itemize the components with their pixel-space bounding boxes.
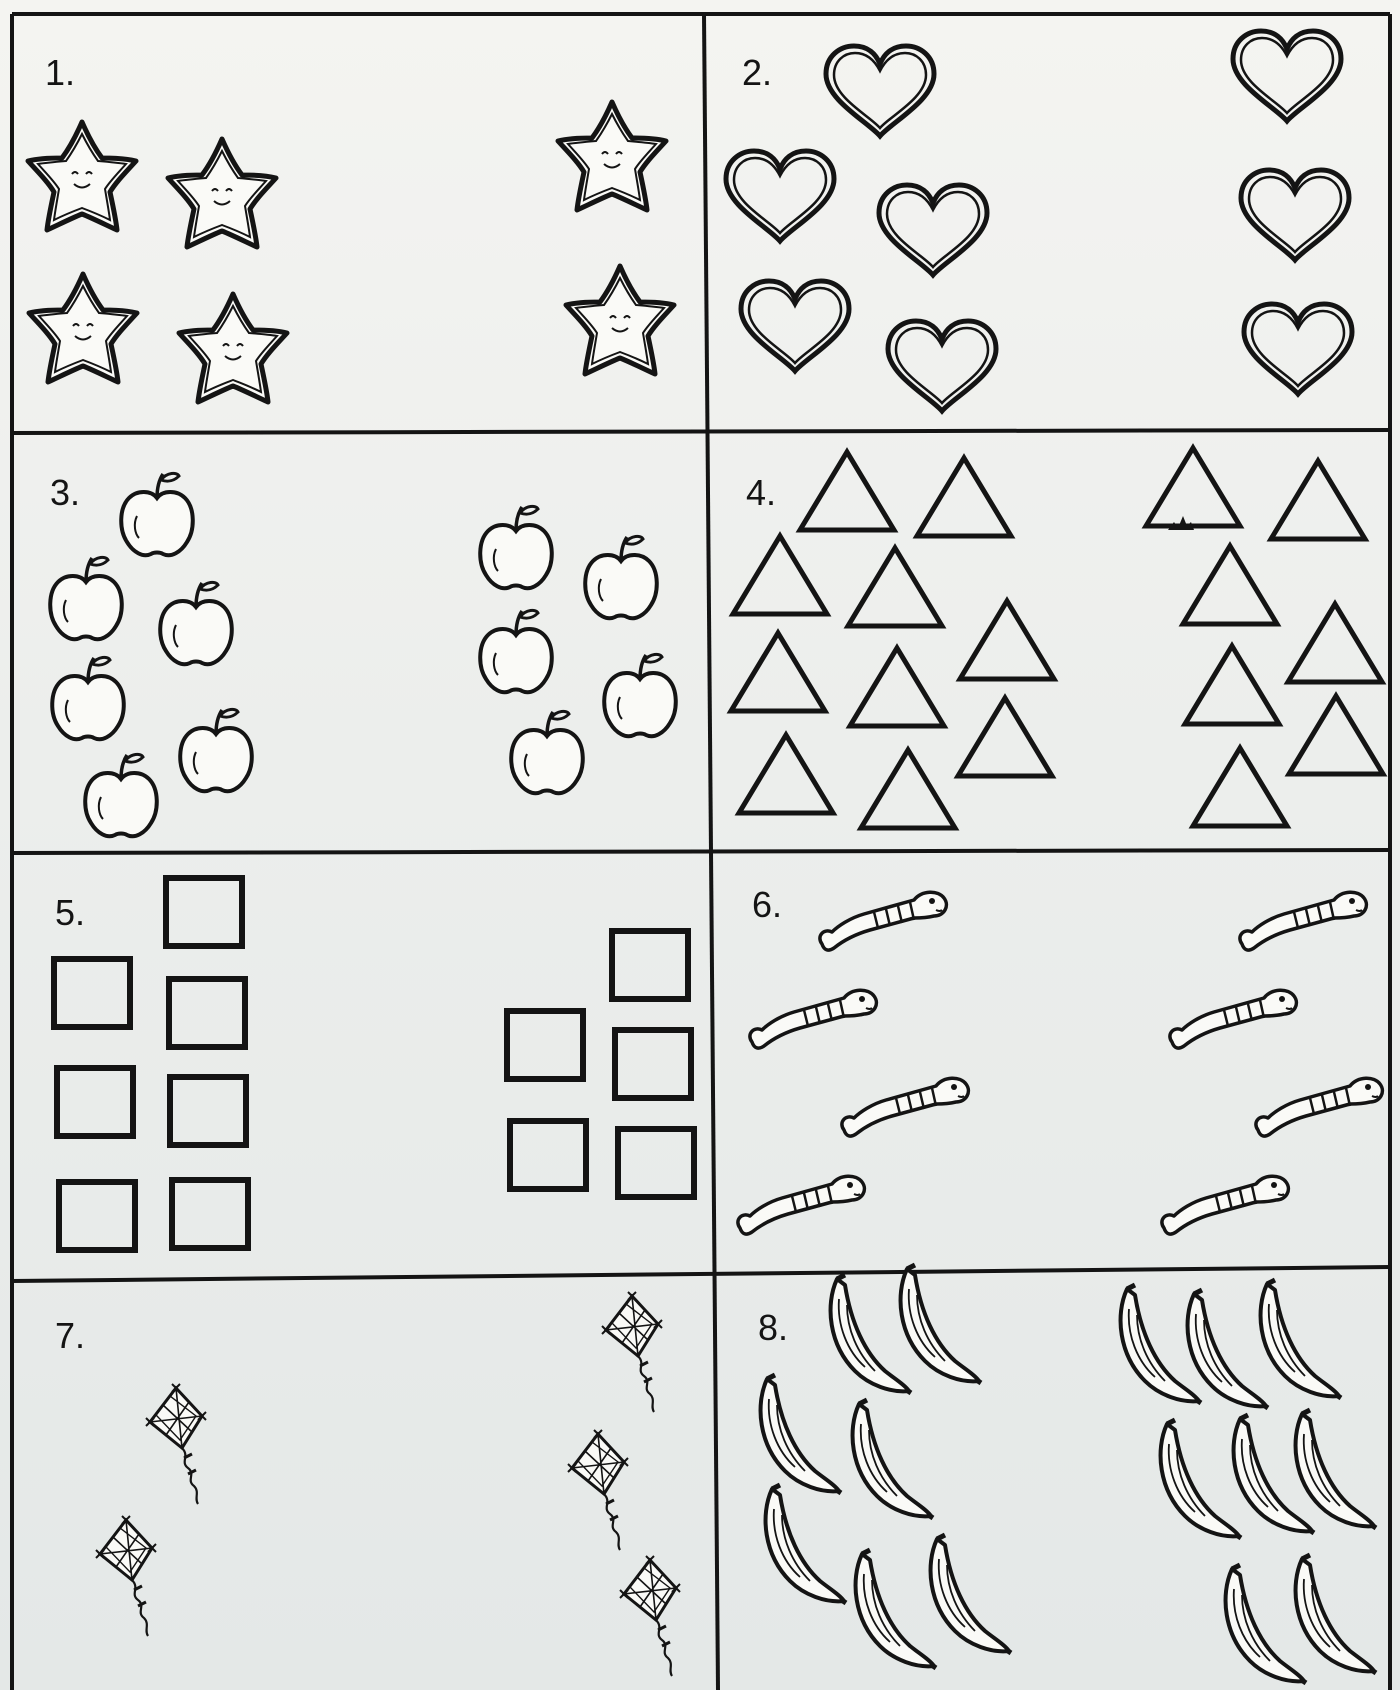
square-picture <box>57 1068 133 1136</box>
heart-picture <box>888 321 996 411</box>
apple-picture <box>50 557 122 639</box>
apple-picture <box>160 582 232 664</box>
square-picture <box>510 1121 586 1189</box>
worm-picture <box>750 990 876 1048</box>
square-picture <box>507 1011 583 1079</box>
box-1 <box>28 52 674 402</box>
box-2 <box>726 31 1352 411</box>
banana-picture <box>1296 1555 1376 1673</box>
triangle-picture <box>1185 646 1279 724</box>
triangle-picture <box>848 548 942 626</box>
banana-picture <box>856 1550 936 1668</box>
worm-picture <box>820 892 946 950</box>
box-8 <box>758 1265 1376 1683</box>
square-picture <box>612 931 688 999</box>
box-5 <box>54 878 694 1250</box>
box-number: 6. <box>752 884 783 925</box>
apple-picture <box>52 657 124 739</box>
worm-picture <box>1170 990 1296 1048</box>
worm-picture <box>1240 892 1366 950</box>
box-number: 3. <box>50 472 81 513</box>
triangle-picture <box>1289 696 1383 774</box>
worm-picture <box>1162 1176 1288 1234</box>
banana-picture <box>1188 1290 1268 1408</box>
triangle-picture <box>731 633 825 711</box>
triangle-picture <box>1183 546 1277 624</box>
triangle-picture <box>739 735 833 813</box>
apple-picture <box>480 506 552 588</box>
box-7 <box>55 1292 680 1676</box>
apple-picture <box>85 754 157 836</box>
banana-picture <box>1261 1280 1341 1398</box>
triangle-picture <box>960 601 1054 679</box>
square-picture <box>618 1129 694 1197</box>
square-picture <box>166 878 242 946</box>
apple-picture <box>604 654 676 736</box>
star-picture <box>29 274 137 382</box>
star-picture <box>168 139 276 247</box>
heart-picture <box>1233 31 1341 121</box>
triangle-picture <box>733 536 827 614</box>
star-picture <box>28 122 136 230</box>
star-picture <box>566 266 674 374</box>
star-picture <box>179 294 287 402</box>
heart-picture <box>1244 304 1352 394</box>
banana-picture <box>853 1400 933 1518</box>
kite-picture <box>602 1292 662 1412</box>
banana-picture <box>1161 1420 1241 1538</box>
apple-picture <box>511 711 583 793</box>
box-4 <box>731 448 1383 828</box>
square-picture <box>54 959 130 1027</box>
square-picture <box>169 979 245 1047</box>
box-number: 4. <box>746 472 777 513</box>
box-number: 2. <box>742 52 773 93</box>
box-number: 8. <box>758 1307 789 1348</box>
box-3 <box>50 472 676 836</box>
heart-picture <box>826 46 934 136</box>
kite-picture <box>96 1516 156 1636</box>
triangle-picture <box>1193 748 1287 826</box>
heart-picture <box>879 185 987 275</box>
apple-picture <box>180 709 252 791</box>
worm-picture <box>738 1176 864 1234</box>
kite-picture <box>568 1430 628 1550</box>
kite-picture <box>620 1556 680 1676</box>
worm-picture <box>842 1078 968 1136</box>
square-picture <box>615 1030 691 1098</box>
apple-picture <box>121 473 193 555</box>
triangle-picture <box>1288 604 1382 682</box>
triangle-picture <box>850 648 944 726</box>
square-picture <box>170 1077 246 1145</box>
triangle-picture <box>1146 448 1240 526</box>
banana-picture <box>901 1265 981 1383</box>
box-number: 7. <box>55 1315 86 1356</box>
kite-picture <box>146 1384 206 1504</box>
banana-picture <box>931 1535 1011 1653</box>
heart-picture <box>726 151 834 241</box>
apple-picture <box>480 610 552 692</box>
worm-picture <box>1256 1078 1382 1136</box>
banana-picture <box>1296 1410 1376 1528</box>
triangle-picture <box>1271 461 1365 539</box>
triangle-picture <box>917 458 1011 536</box>
triangle-picture <box>861 750 955 828</box>
heart-picture <box>1241 170 1349 260</box>
square-picture <box>172 1180 248 1248</box>
box-6 <box>738 884 1382 1234</box>
heart-picture <box>741 281 849 371</box>
box-number: 5. <box>55 892 86 933</box>
star-picture <box>558 102 666 210</box>
apple-picture <box>585 536 657 618</box>
triangle-picture <box>958 698 1052 776</box>
triangle-picture <box>800 452 894 530</box>
banana-picture <box>766 1485 846 1603</box>
worksheet-grid <box>12 14 1390 1690</box>
square-picture <box>59 1182 135 1250</box>
box-number: 1. <box>45 52 76 93</box>
banana-picture <box>761 1375 841 1493</box>
